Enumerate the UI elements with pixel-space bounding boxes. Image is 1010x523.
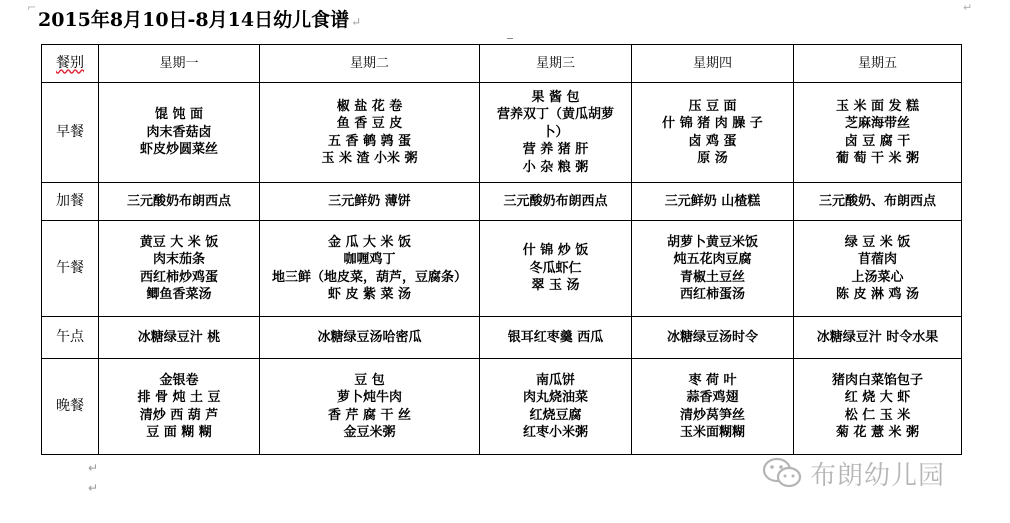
dish-line: 萝卜炖牛肉 xyxy=(336,390,402,405)
dish-line: 青椒土豆丝 xyxy=(679,269,745,285)
watermark-text: 布朗幼儿园 xyxy=(810,460,946,491)
column-header: 星期四 xyxy=(632,45,794,83)
dish-line: 原 汤 xyxy=(697,151,728,166)
menu-cell xyxy=(99,221,260,317)
menu-cell xyxy=(632,83,794,183)
paragraph-mark-icon: ↵ xyxy=(351,15,362,29)
dish-line: 卜） xyxy=(542,124,569,140)
dish-line: 压 豆 面 xyxy=(688,98,737,114)
menu-cell xyxy=(794,183,962,221)
dish-line: 翠 玉 汤 xyxy=(531,278,580,294)
dish-line: 金豆米粥 xyxy=(343,425,396,440)
menu-cell xyxy=(480,221,632,317)
dish-line: 椒 盐 花 卷 xyxy=(336,98,403,114)
menu-cell xyxy=(99,183,260,221)
dish-line: 卤 鸡 蛋 xyxy=(688,133,737,149)
dish-line: 清炒 西 葫 芦 xyxy=(139,407,219,423)
watermark xyxy=(762,455,945,491)
dish-line: 金 瓜 大 米 饭 xyxy=(327,234,412,250)
dish-line: 香 芹 腐 干 丝 xyxy=(327,407,412,423)
dish-line: 炖五花肉豆腐 xyxy=(673,252,752,267)
meal-label: 晚餐 xyxy=(42,359,99,455)
dish-line: 肉丸烧油菜 xyxy=(522,390,588,405)
meal-row xyxy=(42,183,962,221)
dish-line: 西红柿蛋汤 xyxy=(679,287,745,302)
menu-cell xyxy=(260,359,480,455)
menu-cell xyxy=(480,317,632,359)
dish-line: 地三鲜（地皮菜，葫芦，豆腐条） xyxy=(271,269,467,285)
dish-line: 什 锦 炒 饭 xyxy=(522,243,589,259)
dish-line: 清炒莴笋丝 xyxy=(679,407,745,423)
paragraph-marks xyxy=(88,458,98,498)
column-header: 星期五 xyxy=(794,45,962,83)
menu-cell xyxy=(794,83,962,183)
dish-line: 三元酸奶布朗西点 xyxy=(126,193,231,209)
dish-line: 冰糖绿豆汁 时令水果 xyxy=(816,329,939,345)
dish-line: 红 烧 大 虾 xyxy=(844,390,911,405)
column-header: 星期三 xyxy=(480,45,632,83)
dish-line: 南瓜饼 xyxy=(535,372,575,388)
dish-line: 胡萝卜黄豆米饭 xyxy=(666,234,758,250)
dish-line: 冰糖绿豆汁 桃 xyxy=(137,329,221,345)
dish-line: 小 杂 粮 粥 xyxy=(522,159,589,175)
dish-line: 猪肉白菜馅包子 xyxy=(831,372,923,388)
dish-line: 卤 豆 腐 干 xyxy=(844,133,911,149)
menu-cell xyxy=(99,317,260,359)
meal-label: 午点 xyxy=(42,317,99,359)
dish-line: 营 养 猪 肝 xyxy=(522,142,589,158)
dish-line: 鱼 香 豆 皮 xyxy=(336,116,403,131)
menu-cell xyxy=(632,183,794,221)
dish-line: 虾皮炒圆菜丝 xyxy=(139,142,218,158)
dish-line: 松 仁 玉 米 xyxy=(844,407,911,423)
dish-line: 馄 饨 面 xyxy=(154,107,204,123)
menu-cell xyxy=(480,183,632,221)
dish-line: 苜蓿肉 xyxy=(857,252,897,267)
dish-line: 西红柿炒鸡蛋 xyxy=(139,269,218,285)
column-header: 星期二 xyxy=(260,45,480,83)
column-tick-mark xyxy=(507,38,513,39)
menu-cell xyxy=(632,317,794,359)
paragraph-mark-icon: ↵ xyxy=(88,461,99,475)
menu-cell xyxy=(260,221,480,317)
dish-line: 三元鲜奶 薄饼 xyxy=(328,193,411,209)
meal-row xyxy=(42,221,962,317)
dish-line: 绿 豆 米 饭 xyxy=(844,234,911,250)
menu-cell xyxy=(794,317,962,359)
menu-cell xyxy=(632,359,794,455)
page-corner-mark-left: ⌐ xyxy=(27,1,37,14)
dish-line: 玉 米 渣 小米 粥 xyxy=(321,151,418,166)
dish-line: 芝麻海带丝 xyxy=(844,116,910,131)
dish-line: 金银卷 xyxy=(159,372,199,388)
dish-line: 黄豆 大 米 饭 xyxy=(139,234,219,250)
dish-line: 五 香 鹌 鹑 蛋 xyxy=(327,133,412,149)
dish-line: 玉米面糊糊 xyxy=(679,425,745,440)
dish-line: 红烧豆腐 xyxy=(529,407,582,423)
dish-line: 豆 包 xyxy=(354,372,385,388)
dish-line: 三元鲜奶 山楂糕 xyxy=(664,193,761,209)
meal-row xyxy=(42,83,962,183)
column-header: 星期一 xyxy=(99,45,260,83)
header-row xyxy=(42,45,962,83)
dish-line: 冰糖绿豆汤时令 xyxy=(666,329,758,345)
meal-label: 加餐 xyxy=(42,183,99,221)
dish-line: 肉末香菇卤 xyxy=(146,124,212,140)
dish-line: 果 酱 包 xyxy=(531,89,580,105)
dish-line: 蒜香鸡翅 xyxy=(686,390,739,405)
meal-row xyxy=(42,317,962,359)
menu-cell xyxy=(99,359,260,455)
dish-line: 菊 花 薏 米 粥 xyxy=(835,425,920,440)
dish-line: 豆 面 糊 糊 xyxy=(146,425,212,440)
dish-line: 枣 荷 叶 xyxy=(688,372,737,388)
menu-table xyxy=(41,44,962,455)
dish-line: 葡 萄 干 米 粥 xyxy=(835,151,920,166)
menu-cell xyxy=(260,83,480,183)
menu-cell xyxy=(480,83,632,183)
dish-line: 肉末茄条 xyxy=(152,252,205,267)
meal-label: 午餐 xyxy=(42,221,99,317)
dish-line: 红枣小米粥 xyxy=(522,425,588,440)
dish-line: 咖喱鸡丁 xyxy=(343,252,396,267)
wechat-icon xyxy=(762,456,802,490)
dish-line: 冰糖绿豆汤哈密瓜 xyxy=(317,329,422,345)
menu-cell xyxy=(260,317,480,359)
meal-row xyxy=(42,359,962,455)
page-title xyxy=(38,6,361,34)
dish-line: 玉 米 面 发 糕 xyxy=(835,98,920,114)
page-corner-mark-right: ↵ xyxy=(963,1,973,14)
menu-cell xyxy=(260,183,480,221)
paragraph-mark-icon: ↵ xyxy=(88,481,99,495)
menu-cell xyxy=(794,221,962,317)
dish-line: 三元酸奶布朗西点 xyxy=(503,193,608,209)
dish-line: 三元酸奶、布朗西点 xyxy=(818,193,936,209)
menu-cell xyxy=(480,359,632,455)
dish-line: 陈 皮 淋 鸡 汤 xyxy=(835,287,920,302)
menu-cell xyxy=(632,221,794,317)
header-label-cell xyxy=(42,45,99,83)
header-label: 餐别 xyxy=(56,54,84,71)
dish-line: 冬瓜虾仁 xyxy=(529,260,582,276)
dish-line: 银耳红枣羹 西瓜 xyxy=(507,329,604,345)
dish-line: 鲫鱼香菜汤 xyxy=(146,287,212,302)
menu-cell xyxy=(99,83,260,183)
dish-line: 排 骨 炖 土 豆 xyxy=(137,390,221,405)
dish-line: 营养双丁（黄瓜胡萝 xyxy=(496,107,614,123)
dish-line: 虾 皮 紫 菜 汤 xyxy=(327,287,412,302)
dish-line: 什 锦 猪 肉 臊 子 xyxy=(662,116,763,131)
menu-cell xyxy=(794,359,962,455)
meal-label: 早餐 xyxy=(42,83,99,183)
title-text: 2015年8月10日-8月14日幼儿食谱 xyxy=(38,9,350,31)
dish-line: 上汤菜心 xyxy=(851,269,904,285)
